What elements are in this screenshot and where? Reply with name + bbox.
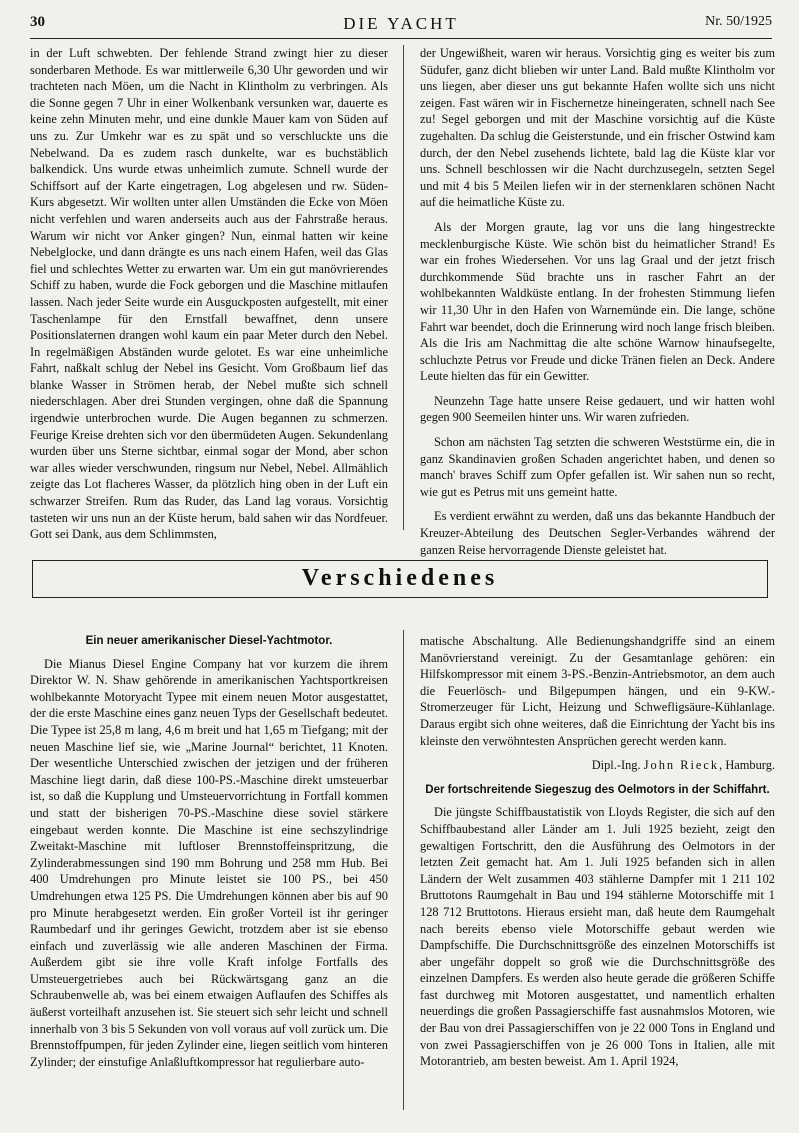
section-header-box	[32, 560, 768, 598]
diesel-article-heading: Ein neuer amerikanischer Diesel-Yachtmotor.	[85, 635, 333, 647]
issue-number: Nr. 50/1925	[705, 14, 772, 29]
story-paragraph: in der Luft schwebten. Der fehlende Strand zwingt hier zu dieser sonderbaren Methode. Es war mittlerweile 6,30 Uhr geworden und wir trachteten nach Möen, um die Nacht in Klintholm zu verbringen. Als die Sonne gegen 7 Uhr in einer Wolkenbank versunken war, dauerte es keine zehn Minuten mehr, und eine dunkle Mauer kam von Süden auf uns zu. Zur Umkehr war es zu spät und so verschluckte uns die Nebelwand. Da es zudem rasch dunkelte, war es buchstäblich balkendick. Uns wurde etwas unheimlich zumute. Schnell wurde der Schiffsort auf der Karte eingetragen, Log abgelesen und rw. Süden-Kurs abgesetzt. Wir wollten unter allen Umständen die Ecke von Möen nicht verfehlen und waren anderseits auch aus der Fahrstraße heraus. Warum wir nicht vor Anker gingen? Nun, einmal hatten wir keine Nebelglocke, und dann drängte es uns nach einem Hafen, weil das Glas fiel und schlechtes Wetter zu erwarten war. Um ein gut manövrierendes Schiff zu haben, wurde die Fock geborgen und die Maschine mitlaufen lassen. Nach jeder Seite wurde ein Ausguckposten aufgestellt, mit einer Taschenlampe für den Ernstfall bewaffnet, denn unsere Positionslaternen drangen wohl kaum ein paar Meter durch den Nebel. In regelmäßigen Abständen wurde gelotet. Es war eine unheimliche Fahrt, naßkalt schlug der Nebel ins Gesicht. Vom Großbaum lief das blanke Wasser in Strömen herab, der Nebel mußte sich schnell niederschlagen. Aber drei Stunden vergingen, ohne daß die Spannung irgendwie unterbrochen wurde. Die Augen begannen zu schmerzen. Feurige Kreise drehten sich vor den übermüdeten Augen. Sekundenlang wurden über uns Sterne sichtbar, einmal sogar der Mond, aber schon war alles wieder verschwunden, ringsum nur Nebel, Nebel. Allmählich zeigte das Lot flacheres Wasser, da plötzlich hing oben in der Luft ein schwarzer Streifen. Rum das Ruder, das Land lag voraus. Vorsichtig tasteten wir uns nun an der Küste herum, bald sahen wir das Nordfeuer. Gott sei Dank, aus dem Schlimmsten,	[30, 46, 388, 542]
column-divider	[403, 45, 404, 530]
diesel-paragraph: Die Mianus Diesel Engine Company hat vor kurzem die ihrem Direktor W. N. Shaw gehörende in amerikanischen Yachtsportkreisen wohlbekannte Motoryacht Typee mit einem neuen Motor ausgestattet, der die erste Maschine eines ganz neuen Typs der Gesellschaft bedeutet. Die Typee ist 25,8 m lang, 4,6 m breit und hat 1,65 m Tiefgang; mit der neuen Maschine lief sie, wie „Marine Journal“ berichtet, 11 Knoten. Der wesentliche Unterschied zwischen der jetzigen und der früheren Maschine liegt darin, daß diese 100-PS.-Maschine direkt umsteuerbar ist, so daß die Kupplung und Umsteuervorrichtung in Fortfall kommen und statt der bisherigen 70-PS.-Maschine diese soviel stärkere eingebaut werden konnte. Die Maschine ist eine sechszylindrige Zweitakt-Maschine mit luftloser Brennstoffeinspritzung, die Zylinderabmessungen sind 190 mm Bohrung und 258 mm Hub. Bei 400 Umdrehungen pro Minute leistet sie 100 PS., bei 450 Umdrehungen etwa 125 PS. Die Umdrehungen können aber bis auf 90 pro Minute herabgesetzt werden. Ein großer Vorteil ist ihr geringer Raumbedarf und ihr geringes Gewicht, trotzdem aber ist sie ebenso einfach und zuverlässig wie alle anderen Maschinen der Firma. Außerdem gibt sie ihre volle Kraft infolge Fortfalls des Umsteuergetriebes auch bei Rückwärtsgang ganz an die Schraubenwelle ab, was bei einem etwaigen Auflaufen des Schiffes als äußerst vorteilhaft anzusehen ist. Sie steuert sich sehr leicht und schnell innerhalb von 3 bis 5 Sekunden von voll voraus auf voll zurück um. Die Brennstoffpumpen, für jeden Zylinder eine, liegen seitlich vom hinteren Zylinder; der einstufige Anlaßluftkompressor hat regulierbare auto-	[30, 656, 388, 1069]
page-header	[30, 14, 772, 38]
story-paragraph: Als der Morgen graute, lag vor uns die lang hingestreckte mecklenburgische Küste. Wie schön bist du heimatlicher Strand! Es war ein frohes Wiedersehen. Vor uns lag Graal und der jetzt frisch durchkommende Süd brachte uns in rascher Fahrt an der wohlbekannten Waldküste entlang. In der frohesten Stimmung liefen wir 11,30 Uhr in den Hafen von Warnemünde ein. Die lange, schöne Fahrt war beendet, doch die Erinnerung wird noch lange frisch bleiben. Als die Iris am Nachmittag die alte schöne Warnow hinaufsegelte, schluchzte Petrus vor Freude und dicke Tränen fielen an Deck. Andere Leute hielten das für ein Gewitter.	[420, 219, 775, 384]
column-divider	[403, 630, 404, 1110]
story-left-column	[30, 45, 388, 551]
oelmotor-article-heading: Der fortschreitende Siegeszug des Oelmotors in der Schiffahrt.	[425, 783, 770, 796]
signature-prefix: Dipl.-Ing.	[591, 758, 641, 773]
page-number: 30	[30, 14, 45, 30]
journal-title: DIE YACHT	[343, 14, 459, 33]
signature-place: , Hamburg.	[719, 758, 775, 773]
story-paragraph: Neunzehn Tage hatte unsere Reise gedauert, und wir hatten wohl gegen 900 Seemeilen hinter uns. Wir waren zufrieden.	[420, 393, 775, 425]
signature-name: John Rieck	[643, 758, 720, 773]
story-right-column	[420, 45, 775, 566]
story-paragraph: der Ungewißheit, waren wir heraus. Vorsichtig ging es weiter bis zum Südufer, ganz dicht blieben wir unter Land. Bald mußte Klintholm vor uns liegen, aber dieser uns gut bekannte Hafen wollte sich uns nicht zeigen. Fast wären wir in Fischernetze hineingeraten, schnell nach See zu! Segel geborgen und mit der Maschine vorsichtig auf die Küste zugehalten. Da schlug die Geisterstunde, und ein frischer Ostwind kam durch, der den Nebel zusehends lichtete, bald lag die Küste klar vor uns. Schnell beschlossen wir die Nacht durchzusegeln, setzten Segel und mit 4 bis 5 Meilen liefen wir in der sternenklaren schönen Nacht auf die heimatliche Küste zu.	[420, 46, 775, 210]
story-paragraph: Schon am nächsten Tag setzten die schweren Weststürme ein, die in ganz Skandinavien großen Schaden angerichtet haben, und denen so manch' braves Schiff zum Opfer gefallen ist. Wir sahen nun so recht, wie gut es Petrus mit uns gemeint hatte.	[420, 435, 775, 499]
story-paragraph: Es verdient erwähnt zu werden, daß uns das bekannte Handbuch der Kreuzer-Abteilung des Deutschen Segler-Verbandes während der ganzen Reise hervorragende Dienste geleistet hat.	[420, 509, 775, 557]
header-rule	[30, 38, 772, 39]
diesel-article-column	[30, 633, 388, 1078]
section-title: Verschiedenes	[301, 565, 499, 591]
oelmotor-paragraph: Die jüngste Schiffbaustatistik von Lloyds Register, die sich auf den Schiffbaubestand aller Länder am 1. Juli 1925 bezieht, zeigt den gewaltigen Fortschritt, den die Ausführung des Oelmotors in der letzten Zeit gemacht hat. Am 1. Juli 1925 befanden sich in allen Ländern der Welt zusammen 403 stählerne Dampfer mit 1 211 102 Bruttotons Raumgehalt in Bau und 194 stählerne Motorschiffe mit 1 128 712 Bruttotons. Hieraus ersieht man, daß heute dem Raumgehalt nach bereits ebenso viele Motorschiffe gebaut werden wie Dampfschiffe. Die Durchschnittsgröße des einzelnen Motorschiffs ist aber ungefähr doppelt so groß wie die Durchschnittsgröße des einzelnen Dampfers. Es werden also heute gerade die größeren Schiffe fast durchweg mit Motoren ausgestattet, und namentlich erhalten neuerdings die großen Passagierschiffe fast ausnahmslos Motoren, wie der Bau von drei Passagierschiffen von je 22 000 Tons in England und von zwei Passagierschiffen von je 26 000 Tons in Italien, alle mit Motorantrieb, am besten beweist. Am 1. April 1924,	[420, 805, 775, 1069]
author-signature	[420, 757, 775, 774]
right-articles-column	[420, 633, 775, 1078]
diesel-continuation: matische Abschaltung. Alle Bedienungshandgriffe sind an einem Manövrierstand vereinigt. Zu der Gesamtanlage gehören: ein Hilfskompressor mit einem 3-PS.-Benzin-Antriebsmotor, an dem auch die Feuerlösch- und Bilgepumpen hängen, und ein 9-KW.-Stromerzeuger für Licht, Heizung und Schwefligsäure-Kühlanlage. Daraus ergibt sich ohne weiteres, daß die Einrichtung der Yacht bis ins kleinste den verwöhntesten Ansprüchen gerecht werden kann.	[420, 634, 775, 748]
